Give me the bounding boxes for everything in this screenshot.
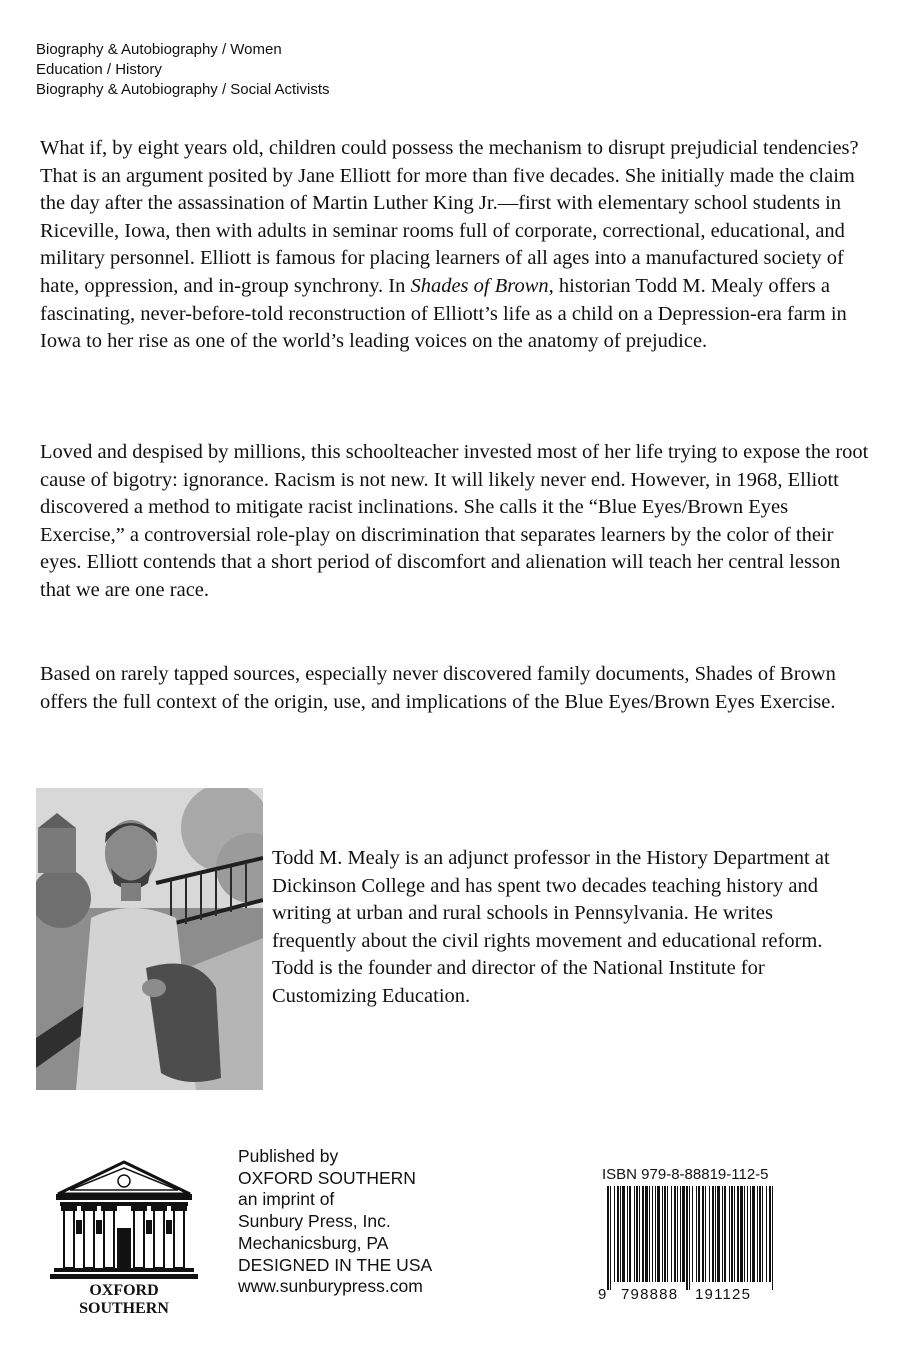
barcode-bar (759, 1186, 761, 1282)
barcode-bar (664, 1186, 666, 1282)
barcode-bar (682, 1186, 685, 1282)
barcode-bar (724, 1186, 726, 1282)
barcode-bar (769, 1186, 771, 1282)
barcode-bar (750, 1186, 751, 1282)
publisher-website: www.sunburypress.com (238, 1276, 423, 1297)
barcode-bar (731, 1186, 733, 1282)
barcode-bar (709, 1186, 710, 1282)
barcode-bar (737, 1186, 739, 1282)
book-title: Shades of Brown (410, 274, 549, 297)
barcode-bar (617, 1186, 619, 1282)
isbn-label: ISBN 979-8-88819-112-5 (602, 1166, 769, 1183)
barcode-bar (657, 1186, 660, 1282)
barcode-bar (757, 1186, 758, 1282)
barcode-bar (629, 1186, 631, 1282)
barcode-bar (662, 1186, 663, 1282)
barcode-bar (614, 1186, 615, 1282)
barcode-left-group: 798888 (621, 1286, 679, 1303)
barcode-bar (639, 1186, 640, 1282)
author-photo (36, 788, 263, 1090)
barcode-bar (655, 1186, 656, 1282)
barcode-first-digit: 9 (598, 1286, 607, 1303)
barcode-bar (762, 1186, 763, 1282)
barcode-bar (744, 1186, 745, 1282)
publisher-info (238, 1146, 432, 1298)
barcode-bar (620, 1186, 621, 1282)
barcode-bar (686, 1186, 688, 1290)
publisher-line: Sunbury Press, Inc. (238, 1211, 391, 1232)
barcode-bar (696, 1186, 697, 1282)
barcode-bar (649, 1186, 650, 1282)
barcode-bar (772, 1186, 773, 1290)
description-paragraph-1: What if, by eight years old, children could possess the mechanism to disrupt prejudicial tendencies? That is an argument posited by Jane Elliott for more than five decades. She initially made the claim the day after the assassination of Martin Luther King Jr.—first with elementary school students in Riceville, Iowa, then with adults in seminar rooms full of corporate, correctional, educational, and military personnel. Elliott is famous for placing learners of all ages into a manufactured society of hate, oppression, and in-group synchrony. In Shades of Brown, historian Todd M. Mealy offers a fascinating, never-before-told reconstruction of Elliott’s life as a child on a Depression-era farm in Iowa to her rise as one of the world’s leading voices on the anatomy of prejudice. (40, 137, 859, 353)
barcode-bar (747, 1186, 748, 1282)
category-item: Biography & Autobiography / Social Activists (36, 81, 330, 98)
barcode-bar (712, 1186, 714, 1282)
category-list (36, 40, 330, 100)
description-paragraph-3: Based on rarely tapped sources, especially never discovered family documents, Shades of Brown offers the full context of the origin, use, and implications of the Blue Eyes/Brown Eyes Exercise. (40, 663, 836, 713)
barcode-bar (698, 1186, 700, 1282)
barcode-bar (652, 1186, 653, 1282)
barcode-bar (677, 1186, 678, 1282)
barcode-bar (674, 1186, 676, 1282)
barcode-bar (667, 1186, 668, 1282)
barcode-bar (645, 1186, 648, 1282)
barcode-right-group: 191125 (695, 1286, 752, 1303)
description-paragraph-2: Loved and despised by millions, this schoolteacher invested most of her life trying to expose the root cause of bigotry: ignorance. Racism is not new. It will likely never end. However, in 1968, Elliott discovered a method to mitigate racist inclinations. She calls it the “Blue Eyes/Brown Eyes Exercise,” a controversial role-play on discrimination that separates learners by the color of their eyes. Elliott contends that a short period of discomfort and alienation will teach her central lesson that we are one race. (40, 441, 869, 601)
barcode-bar (740, 1186, 743, 1282)
barcode-bar (717, 1186, 720, 1282)
barcode (595, 1162, 785, 1310)
publisher-line: Published by (238, 1146, 339, 1166)
category-item: Biography & Autobiography / Women (36, 41, 282, 58)
barcode-bar (634, 1186, 635, 1282)
barcode-bar (642, 1186, 644, 1282)
barcode-bar (729, 1186, 730, 1282)
barcode-bar (622, 1186, 625, 1282)
barcode-bar (766, 1186, 767, 1282)
barcode-bar (671, 1186, 672, 1282)
publisher-line: an imprint of (238, 1189, 335, 1210)
barcode-bar (715, 1186, 716, 1282)
barcode-bar (680, 1186, 681, 1282)
barcode-bar (607, 1186, 609, 1290)
publisher-line: OXFORD SOUTHERN (238, 1167, 416, 1188)
barcode-bar (692, 1186, 693, 1282)
barcode-bar (702, 1186, 704, 1282)
category-item: Education / History (36, 61, 162, 78)
barcode-bar (636, 1186, 638, 1282)
barcode-bar (752, 1186, 755, 1282)
publisher-line: DESIGNED IN THE USA (238, 1254, 433, 1275)
barcode-bar (689, 1186, 690, 1290)
publisher-logo: OXFORD SOUTHERN (50, 1158, 200, 1308)
barcode-bar (722, 1186, 723, 1282)
barcode-bar (610, 1186, 611, 1290)
barcode-bar (705, 1186, 706, 1282)
barcode-bar (627, 1186, 628, 1282)
barcode-bar (734, 1186, 735, 1282)
publisher-line: Mechanicsburg, PA (238, 1232, 389, 1253)
author-bio: Todd M. Mealy is an adjunct professor in the History Department at Dickinson College and has spent two decades teaching history and writing at urban and rural schools in Pennsylvania. He writes frequently about the civil rights movement and educational reform. Todd is the founder and director of the National Institute for Customizing Education. (272, 847, 830, 1007)
